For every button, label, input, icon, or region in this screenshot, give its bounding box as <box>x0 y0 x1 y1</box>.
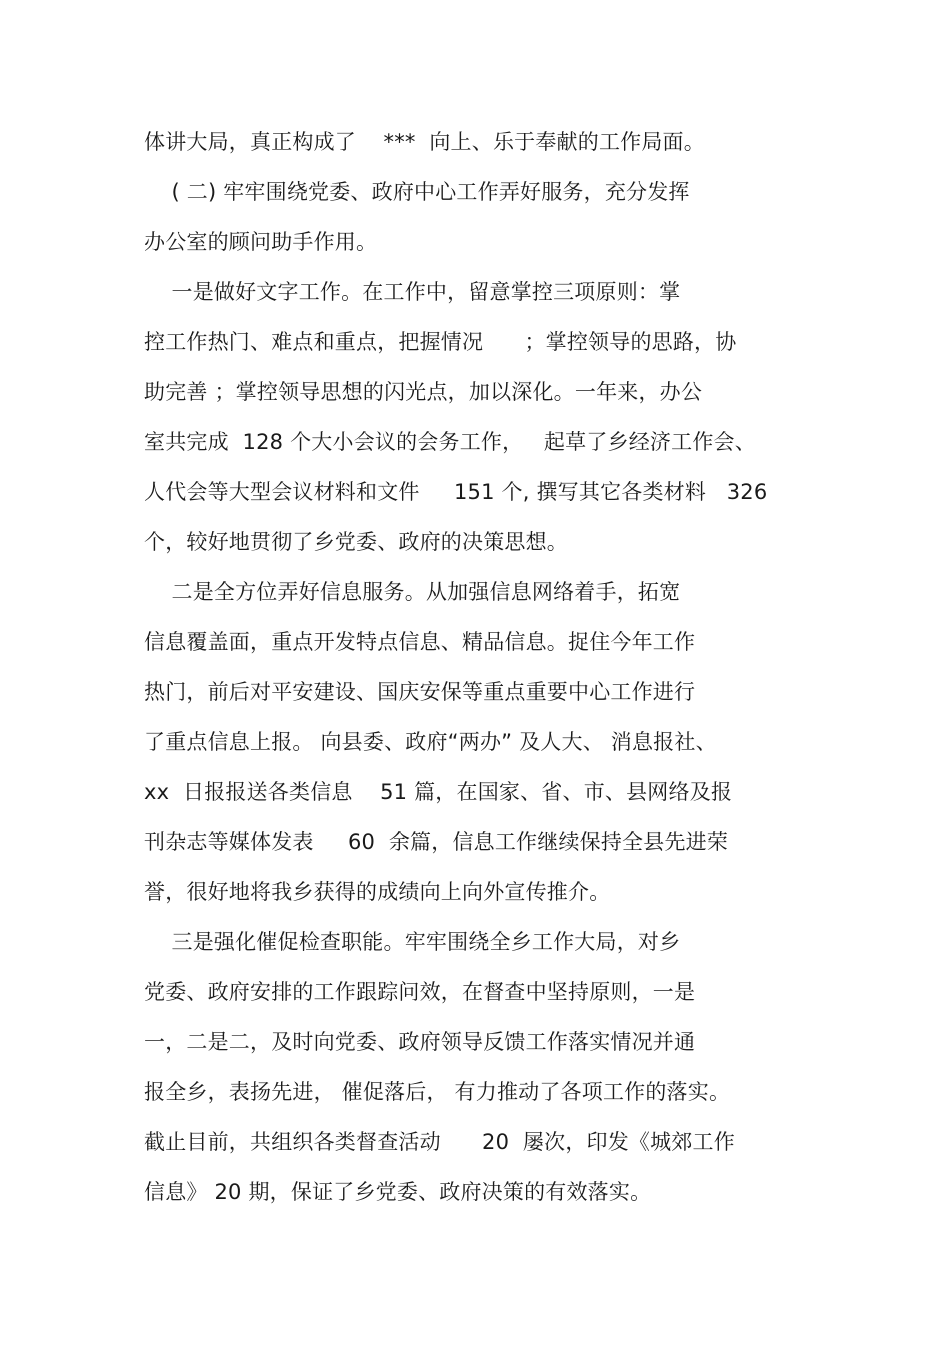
text-line: 党委、政府安排的工作跟踪问效，在督查中坚持原则，一是 <box>144 980 696 1004</box>
text-line: xx 日报报送各类信息 51 篇，在国家、省、市、县网络及报 <box>144 780 733 804</box>
text-line: 个，较好地贯彻了乡党委、政府的决策思想。 <box>144 530 568 554</box>
text-line: 助完善 ；掌控领导思想的闪光点，加以深化。一年来，办公 <box>144 380 703 404</box>
text-line: 办公室的顾问助手作用。 <box>144 230 378 254</box>
text-line: 二是全方位弄好信息服务。从加强信息网络着手，拓宽 <box>144 580 681 604</box>
text-line: 信息覆盖面，重点开发特点信息、精品信息。捉住今年工作 <box>144 630 696 654</box>
text-line: 体讲大局，真正构成了 *** 向上、乐于奉献的工作局面。 <box>144 130 705 154</box>
text-line: 三是强化催促检查职能。牢牢围绕全乡工作大局，对乡 <box>144 930 681 954</box>
text-line: 报全乡，表扬先进， 催促落后， 有力推动了各项工作的落实。 <box>144 1080 731 1104</box>
text-line: 室共完成 128 个大小会议的会务工作， 起草了乡经济工作会、 <box>144 430 756 454</box>
text-line: 了重点信息上报。 向县委、政府“两办” 及人大、 消息报社、 <box>144 730 717 754</box>
text-line: 热门，前后对平安建设、国庆安保等重点重要中心工作进行 <box>144 680 696 704</box>
text-line: 刊杂志等媒体发表 60 余篇，信息工作继续保持全县先进荣 <box>144 830 729 854</box>
text-line: 信息》 20 期，保证了乡党委、政府决策的有效落实。 <box>144 1180 652 1204</box>
text-line: 控工作热门、难点和重点，把握情况 ；掌控领导的思路，协 <box>144 330 737 354</box>
text-line: 截止目前，共组织各类督查活动 20 屡次，印发《城郊工作 <box>144 1130 735 1154</box>
text-line: ( 二) 牢牢围绕党委、政府中心工作弄好服务，充分发挥 <box>144 180 690 204</box>
text-line: 誉，很好地将我乡获得的成绩向上向外宣传推介。 <box>144 880 611 904</box>
text-line: 一，二是二，及时向党委、政府领导反馈工作落实情况并通 <box>144 1030 696 1054</box>
text-line: 一是做好文字工作。在工作中，留意掌控三项原则：掌 <box>144 280 681 304</box>
text-line: 人代会等大型会议材料和文件 151 个, 撰写其它各类材料 326 <box>144 480 768 504</box>
